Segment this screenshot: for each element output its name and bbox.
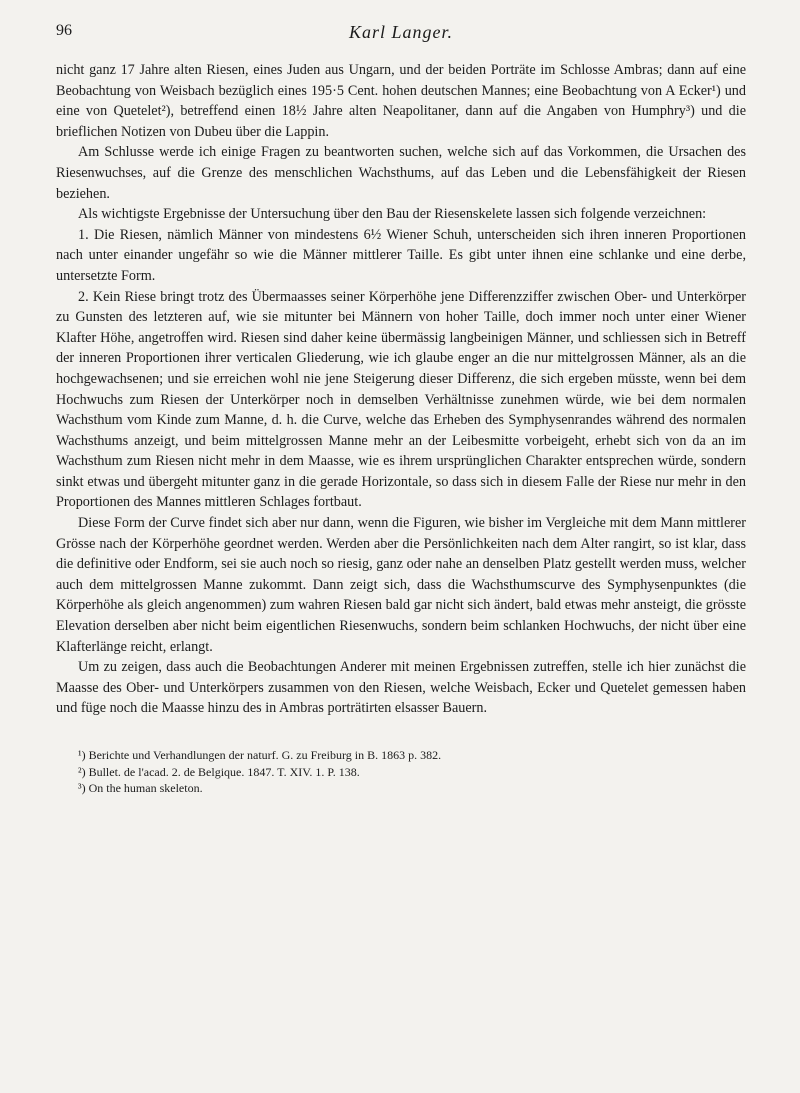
footnote: ³) On the human skeleton.	[78, 781, 203, 795]
paragraph: 2. Kein Riese bringt trotz des Übermaasses seiner Körperhöhe jene Differenzziffer zwischen Ober- und Unterkörper zu Gunsten des letzteren auf, wie sie mitunter bei Männern von hoher Taille, doch immer noch unter einer Wiener Klafter Höhe, angetroffen wird. Riesen sind daher keine übermässig langbeinigen Männer, und schliessen sich in Betreff der inneren Proportionen ihrer verticalen Gliederung, wie ich glaube enger an die nur mittelgrossen Männer, als an die hochgewachsenen; und sie erreichen wohl nie jene Steigerung dieser Differenz, die sich ergeben müsste, wenn bei dem Hochwuchs zum Riesen der Unterkörper noch in demselben Verhältnisse zunehmen würde, wie bei dem normalen Wachsthum vom Kinde zum Manne, d. h. die Curve, welche das Erheben des Symphysenrandes während des normalen Wachsthums anzeigt, und beim mittelgrossen Manne mehr an der Leibesmitte vorbeigeht, erhebt sich von da an im Wachsthum zum Riesen nicht mehr in dem Maasse, wie es ihrem ursprünglichen Charakter entsprechen würde, sondern sinkt etwas und übergeht mitunter ganz in die gerade Horizontale, so dass sich in diesem Falle der Riese nur mehr in den Proportionen des Mannes mittleren Schlages fortbaut.	[56, 288, 746, 511]
page	[56, 22, 746, 797]
paragraph: Diese Form der Curve findet sich aber nur dann, wenn die Figuren, wie bisher im Vergleiche mit dem Mann mittlerer Grösse nach der Körperhöhe geordnet werden. Werden aber die Persönlichkeiten nach dem Alter rangirt, so ist klar, dass die definitive oder Endform, sei sie auch noch so riesig, ganz oder nahe an denselben Platz gestellt werden muss, welcher auch dem mittelgrossen Manne zukommt. Dann zeigt sich, dass die Wachsthumscurve des Symphysenpunktes (die Körperhöhe als gleich angenommen) zum wahren Riesen bald gar nicht sich ändert, bald etwas mehr ansteigt, die grösste Elevation derselben aber nicht beim eigentlichen Riesenwuchs, sondern beim schlanken Hochwuchs, der nicht über eine Klafterlänge reicht, erlangt.	[56, 515, 746, 655]
paragraph: 1. Die Riesen, nämlich Männer von mindestens 6½ Wiener Schuh, unterscheiden sich ihren inneren Proportionen nach unter einander ungefähr so wie die Männer mittlerer Taille. Es gibt unter ihnen eine schlanke und eine derbe, untersetzte Form.	[56, 226, 746, 284]
footnote: ²) Bullet. de l'acad. 2. de Belgique. 1847. T. XIV. 1. P. 138.	[78, 764, 360, 779]
running-title: Karl Langer.	[348, 22, 454, 42]
paragraph: nicht ganz 17 Jahre alten Riesen, eines Juden aus Ungarn, und der beiden Porträte im Schlosse Ambras; dann auf eine Beobachtung von Weisbach bezüglich eines 195·5 Cent. hohen deutschen Mannes; eine Beobachtung von A Ecker¹) und eine von Quetelet²), betreffend einen 18½ Jahre alten Neapolitaner, dann auf die Angaben von Humphry³) und die brieflichen Notizen von Dubeu über die Lappin.	[56, 62, 746, 140]
paragraph: Um zu zeigen, dass auch die Beobachtungen Anderer mit meinen Ergebnissen zutreffen, stelle ich hier zunächst die Maasse des Ober- und Unterkörpers zusammen von den Riesen, welche Weisbach, Ecker und Quetelet gemessen haben und füge noch die Maasse hinzu des in Ambras porträtirten elsasser Bauern.	[56, 659, 746, 717]
page-number: 96	[56, 22, 72, 39]
footnote: ¹) Berichte und Verhandlungen der naturf. G. zu Freiburg in B. 1863 p. 382.	[78, 748, 442, 762]
paragraph: Als wichtigste Ergebnisse der Untersuchung über den Bau der Riesenskelete lassen sich folgende verzeichnen:	[78, 206, 707, 223]
page-header	[56, 22, 746, 48]
paragraph: Am Schlusse werde ich einige Fragen zu beantworten suchen, welche sich auf das Vorkommen, die Ursachen des Riesenwuchses, auf die Grenze des menschlichen Wachsthums, auf das Leben und die Lebensfähigkeit der Riesen beziehen.	[56, 144, 746, 202]
body-text	[56, 60, 746, 719]
footnotes	[56, 747, 746, 797]
